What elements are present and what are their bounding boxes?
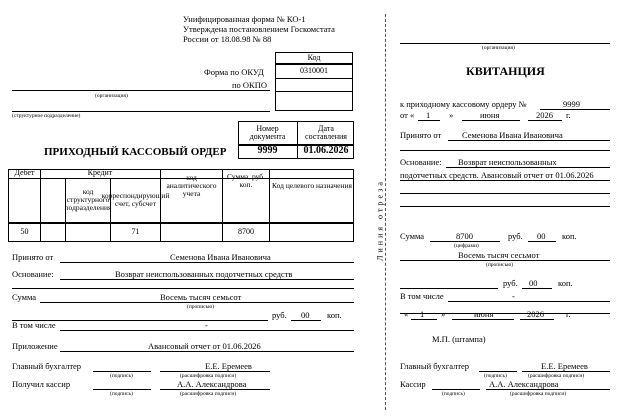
row-sum: 8700 — [238, 227, 254, 237]
struct-caption: (структурное подразделение) — [12, 113, 81, 119]
receipt-cashier-name: А.А. Александрова — [489, 379, 559, 389]
receipt-date2-day: 1 — [420, 309, 425, 319]
receipt-chief-signature-caption: (подпись) — [484, 373, 507, 379]
field-line — [400, 313, 610, 314]
field-line — [60, 330, 354, 331]
receipt-date2-year: 2026 — [527, 309, 544, 319]
basis-value: Возврат неиспользованных подотчетных средств — [115, 269, 293, 279]
field-line — [400, 260, 610, 261]
chief-label: Главный бухгалтер — [12, 361, 82, 371]
field-line — [452, 319, 514, 320]
row-purpose — [270, 224, 354, 241]
field-line — [291, 320, 321, 321]
including-label: В том числе — [12, 320, 56, 330]
receipt-including-value: - — [512, 291, 515, 301]
in-words-caption: (прописью) — [187, 304, 215, 310]
field-line — [60, 262, 354, 263]
signature-line — [479, 371, 517, 372]
signature-line — [432, 389, 480, 390]
receipt-date2-close-quote: » — [441, 309, 446, 319]
receipt-org-caption: (организация) — [482, 45, 515, 51]
org-caption: (организация) — [95, 93, 128, 99]
receipt-month: июня — [480, 110, 500, 120]
doc-number: 9999 — [257, 145, 278, 157]
field-line — [400, 206, 610, 207]
sum-label: Сумма — [12, 292, 37, 302]
receipt-chief-decoding-caption: (расшифровка подписи) — [528, 373, 585, 379]
code-header-cell — [275, 52, 353, 64]
okud-value: 0310001 — [300, 66, 328, 76]
code-header-label: Код — [307, 52, 321, 62]
receipt-to-order-label: к приходному кассовому ордеру № — [400, 99, 527, 109]
receipt-title: КВИТАНЦИЯ — [466, 64, 545, 78]
cashier-signature-caption: (подпись) — [110, 391, 133, 397]
decoding-line — [486, 389, 610, 390]
col-struct-header: код структурного подразделения — [64, 187, 112, 212]
cut-label-wrap — [374, 150, 386, 290]
receipt-accepted-value: Семенова Ивана Ивановича — [462, 130, 563, 140]
sum-words: Восемь тысяч семьсот — [160, 292, 242, 302]
receipt-cashier-signature-caption: (подпись) — [442, 391, 465, 397]
receipt-year-label: г. — [566, 110, 571, 120]
row-corr: 71 — [131, 227, 140, 237]
credit-header: Кредит — [87, 168, 113, 178]
row-debit: 50 — [20, 227, 29, 237]
chief-decoding-caption: (расшифровка подписи) — [180, 373, 237, 379]
col-corr-header: корреспондирующий счет, субсчет — [101, 191, 170, 208]
receipt-stamp-label: М.П. (штампа) — [432, 334, 486, 344]
receipt-digits-caption: (цифрами) — [454, 243, 479, 249]
chief-name: Е.Е. Еремеев — [205, 361, 252, 371]
receipt-sum-words: Восемь тысяч сесьмот — [458, 250, 540, 260]
receipt-kop2-label: коп. — [558, 278, 573, 288]
doc-date: 01.06.2026 — [303, 145, 349, 157]
receipt-date2-year-label: г. — [566, 309, 571, 319]
receipt-basis-line1: Возврат неиспользованных — [458, 157, 557, 167]
receipt-cashier-label: Кассир — [400, 379, 426, 389]
field-line — [448, 140, 610, 141]
field-line — [400, 288, 498, 289]
kop-value: 00 — [301, 310, 310, 320]
receipt-chief-label: Главный бухгалтер — [400, 361, 470, 371]
chief-signature-caption: (подпись) — [110, 373, 133, 379]
receipt-year: 2026 — [536, 110, 553, 120]
decoding-line — [160, 371, 270, 372]
decoding-line — [160, 389, 270, 390]
receipt-basis-label: Основание: — [400, 157, 442, 167]
receipt-in-words-caption: (прописью) — [486, 262, 514, 268]
basis-label: Основание: — [12, 269, 54, 279]
col-analytic-header: код аналитического учета — [166, 173, 217, 198]
signature-line — [93, 389, 151, 390]
receipt-close-quote: » — [449, 110, 454, 120]
field-line — [60, 351, 354, 352]
field-line — [60, 279, 354, 280]
receipt-kop-label: коп. — [562, 231, 577, 241]
decoding-line — [522, 371, 610, 372]
form-name-line3: России от 18.08.98 № 88 — [183, 34, 272, 44]
form-name-line1: Унифицированная форма № КО-1 — [183, 14, 306, 24]
col-sum-header: Сумма, руб. коп. — [227, 172, 265, 189]
receipt-date2-open-quote: « — [404, 309, 409, 319]
receipt-basis-line2: подотчетных средств. Авансовый отчет от 01.06.2026 — [400, 170, 594, 180]
field-line — [528, 120, 562, 121]
field-line — [418, 120, 440, 121]
struct-line — [12, 111, 270, 112]
receipt-rub-label: руб. — [508, 231, 523, 241]
field-line — [522, 288, 552, 289]
signature-line — [93, 371, 151, 372]
field-line — [411, 319, 437, 320]
receipt-cashier-decoding-caption: (расшифровка подписи) — [510, 391, 567, 397]
receipt-day: 1 — [426, 110, 431, 120]
org-line — [12, 90, 270, 91]
field-line — [520, 319, 554, 320]
code-divider — [276, 91, 352, 92]
doc-date-header: Дата составления — [305, 123, 347, 141]
field-line — [400, 180, 610, 181]
receipt-sum-label: Сумма — [400, 231, 425, 241]
row-struct — [66, 224, 110, 241]
receipt-date2-month: июня — [474, 309, 494, 319]
field-line — [446, 167, 610, 168]
kop-label: коп. — [327, 310, 342, 320]
receipt-including-label: В том числе — [400, 291, 444, 301]
cashier-name: А.А. Александрова — [177, 379, 247, 389]
receipt-order-number: 9999 — [563, 99, 580, 109]
receipt-accepted-label: Принято от — [400, 130, 442, 140]
order-title: ПРИХОДНЫЙ КАССОВЫЙ ОРДЕР — [44, 146, 227, 158]
form-name-line2: Утверждена постановлением Госкомстата — [183, 24, 335, 34]
cashier-decoding-caption: (расшифровка подписи) — [180, 391, 237, 397]
rub-label: руб. — [272, 310, 287, 320]
cut-label: Линия отреза — [375, 179, 385, 261]
receipt-kop-value: 00 — [537, 231, 546, 241]
field-line — [12, 288, 354, 289]
row-analytic — [161, 224, 222, 241]
receipt-rub2-label: руб. — [503, 278, 518, 288]
okpo-value — [276, 79, 352, 91]
accepted-value: Семенова Ивана Ивановича — [170, 252, 271, 262]
field-line — [400, 193, 610, 194]
receipt-kop2-value: 00 — [529, 278, 538, 288]
field-line — [448, 301, 610, 302]
accepted-label: Принято от — [12, 252, 54, 262]
field-line — [528, 241, 556, 242]
cashier-label: Получил кассир — [12, 379, 71, 389]
including-value: - — [205, 320, 208, 330]
attachment-label: Приложение — [12, 341, 58, 351]
okud-label: Форма по ОКУД — [204, 67, 264, 77]
attachment-value: Авансовый отчет от 01.06.2026 — [148, 341, 261, 351]
receipt-from-label: от « — [400, 110, 415, 120]
field-line — [400, 150, 610, 151]
col-purpose-header: Код целевого назначения — [272, 181, 352, 191]
field-line — [40, 302, 354, 303]
receipt-chief-name: Е.Е. Еремеев — [541, 361, 588, 371]
okpo-label: по ОКПО — [232, 80, 268, 90]
debit-header: Дебет — [14, 168, 35, 178]
field-line — [462, 120, 520, 121]
field-line — [430, 241, 500, 242]
receipt-sum-digits: 8700 — [456, 231, 473, 241]
receipt-org-line — [400, 43, 610, 44]
doc-number-header: Номер документа — [249, 123, 286, 141]
